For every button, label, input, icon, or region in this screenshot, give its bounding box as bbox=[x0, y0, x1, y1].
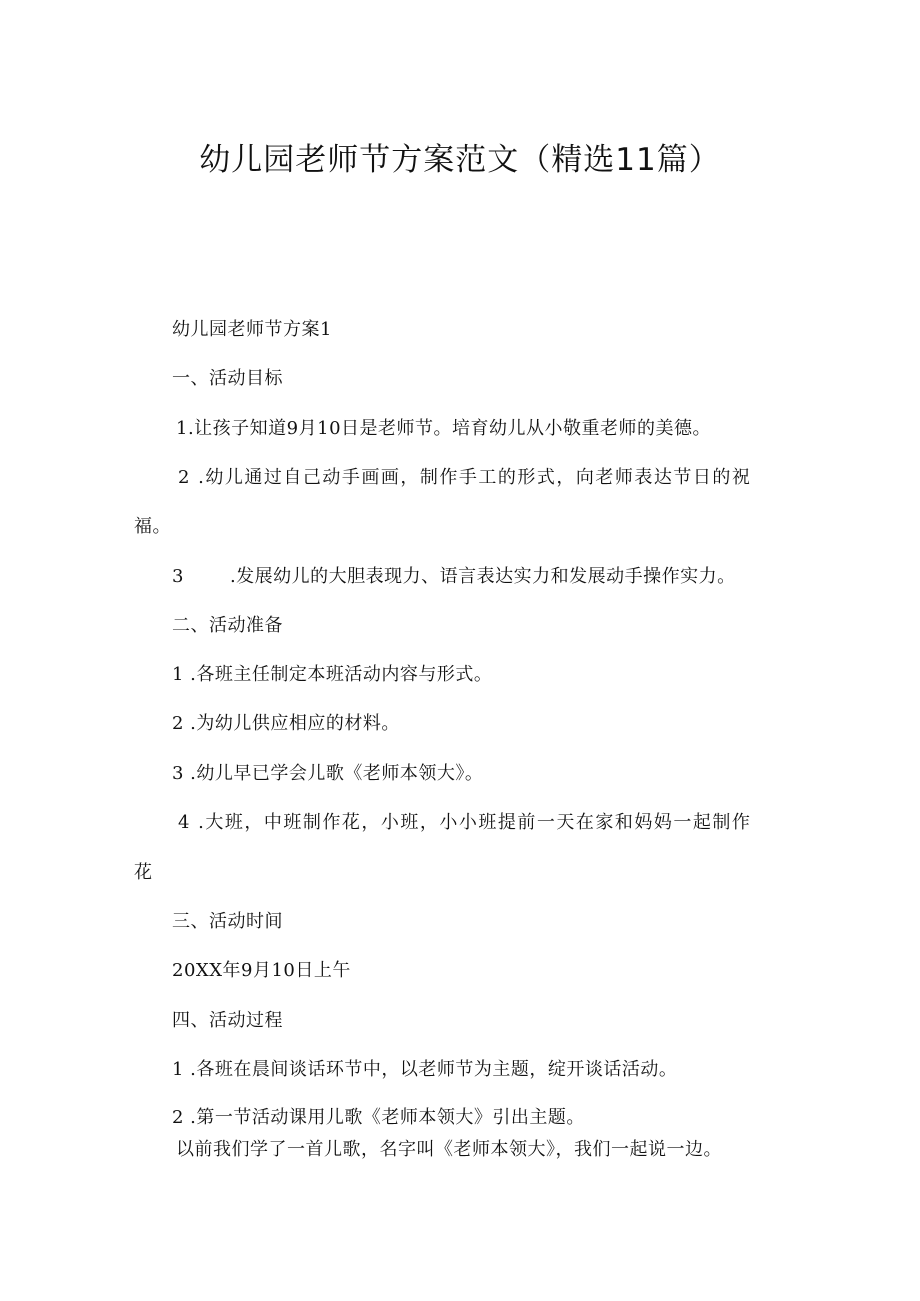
part4-item1: 1 .各班在晨间谈话环节中，以老师节为主题，绽开谈话活动。 bbox=[172, 1059, 678, 1080]
part3-time: 20XX年9月10日上午 bbox=[172, 960, 351, 981]
part2-item3: 3 .幼儿早已学会儿歌《老师本领大》。 bbox=[172, 763, 484, 784]
part2-item4-line2: 花 bbox=[134, 862, 153, 883]
part2-item1: 1 .各班主任制定本班活动内容与形式。 bbox=[172, 664, 493, 685]
part2-heading: 二、活动准备 bbox=[172, 615, 283, 636]
part1-item3 bbox=[172, 564, 736, 590]
part1-item2-line1: 2 .幼儿通过自己动手画画，制作手工的形式，向老师表达节日的祝 bbox=[178, 467, 752, 488]
part4-item2-detail: 以前我们学了一首儿歌，名字叫《老师本领大》，我们一起说一边。 bbox=[176, 1139, 722, 1160]
part1-item1: 1.让孩子知道9月10日是老师节。培育幼儿从小敬重老师的美德。 bbox=[176, 418, 712, 439]
part2-item2: 2 .为幼儿供应相应的材料。 bbox=[172, 713, 400, 734]
part3-heading: 三、活动时间 bbox=[172, 911, 283, 932]
part1-item3-text: .发展幼儿的大胆表现力、语言表达实力和发展动手操作实力。 bbox=[229, 566, 736, 587]
part4-heading: 四、活动过程 bbox=[172, 1010, 283, 1031]
section-heading: 幼儿园老师节方案1 bbox=[172, 319, 332, 340]
part1-item2-line2: 福。 bbox=[134, 516, 171, 537]
part2-item4-line1: 4 .大班，中班制作花，小班，小小班提前一天在家和妈妈一起制作 bbox=[178, 812, 752, 833]
document-title: 幼儿园老师节方案范文（精选11篇） bbox=[199, 142, 721, 178]
part4-item2: 2 .第一节活动课用儿歌《老师本领大》引出主题。 bbox=[172, 1107, 585, 1128]
part1-heading: 一、活动目标 bbox=[172, 368, 283, 389]
part1-item3-number: 3 bbox=[172, 566, 184, 587]
